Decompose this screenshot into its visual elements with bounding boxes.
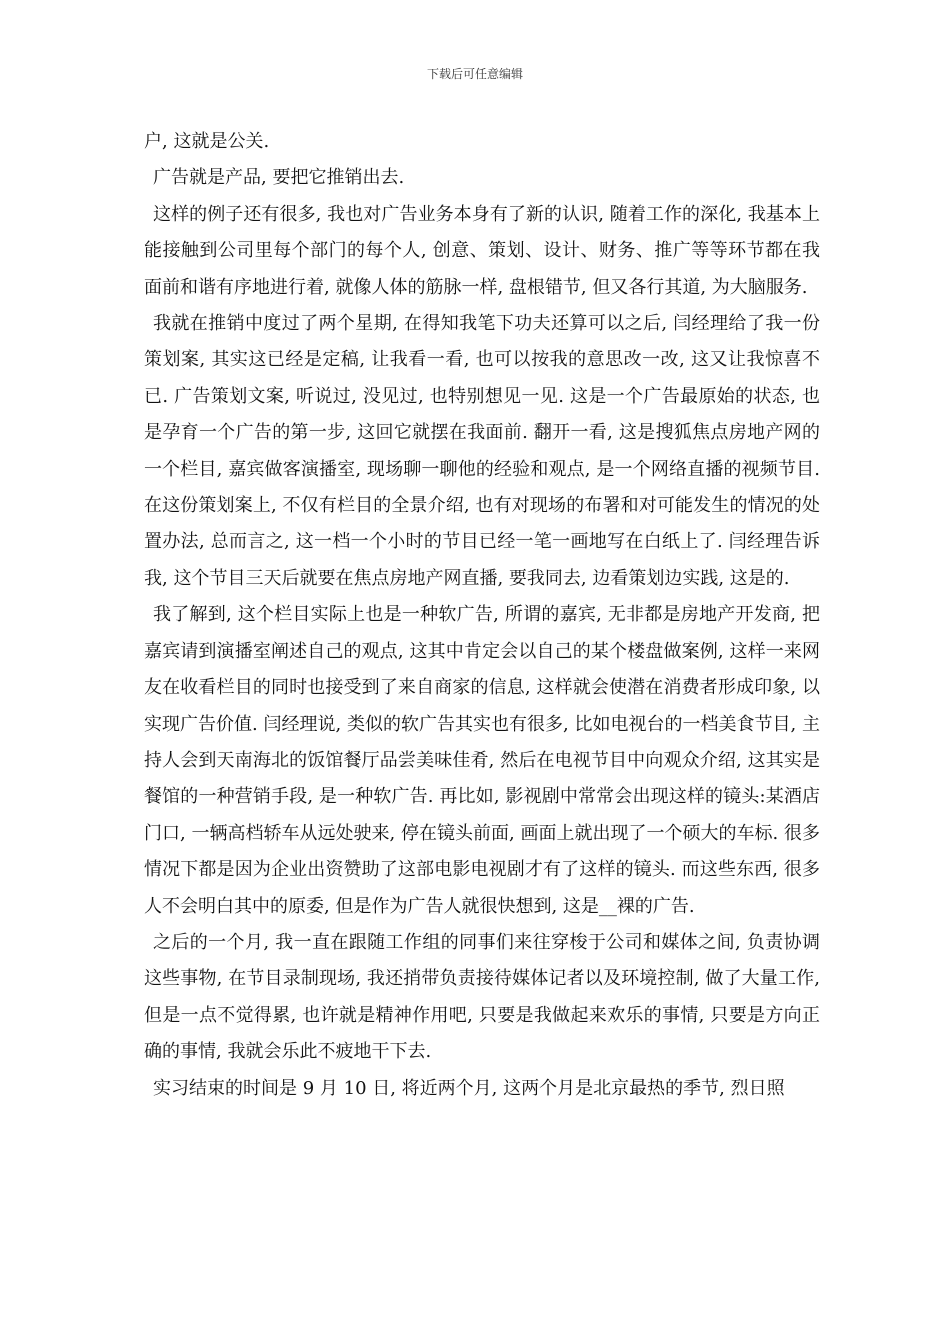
paragraph-5: 我了解到, 这个栏目实际上也是一种软广告, 所谓的嘉宾, 无非都是房地产开发商, 把嘉宾请到演播室阐述自己的观点, 这其中肯定会以自己的某个楼盘做案例, 这样一来网友在收看栏目的同时也接受到了来自商家的信息, 这样就会使潜在消费者形成印象, 以实现广告价值. 闫经理说, 类似的软广告其实也有很多, 比如电视台的一档美食节目, 主持人会到天南海北的饭馆餐厅品尝美味佳肴, 然后在电视节目中向观众介绍, 这其实是餐馆的一种营销手段, 是一种软广告. 再比如, 影视剧中常常会出现这样的镜头:某酒店门口, 一辆高档轿车从远处驶来, 停在镜头前面, 画面上就出现了一个硕大的车标. 很多情况下都是因为企业出资赞助了这部电影电视剧才有了这样的镜头. 而这些东西, 很多人不会明白其中的原委, 但是作为广告人就很快想到, 这是__裸的广告. [144,604,820,917]
paragraph-2: 广告就是产品, 要把它推销出去. [153,167,405,189]
page-header: 下载后可任意编辑 [426,67,523,81]
paragraph-1: 户, 这就是公关. [144,131,270,152]
paragraph-6: 之后的一个月, 我一直在跟随工作组的同事们来往穿梭于公司和媒体之间, 负责协调这些事物, 在节目录制现场, 我还捎带负责接待媒体记者以及环境控制, 做了大量工作, 但是一点不觉得累, 也许就是精神作用吧, 只要是我做起来欢乐的事情, 只要是方向正确的事情, 我就会乐此不疲地干下去. [144,931,820,1063]
paragraph-4: 我就在推销中度过了两个星期, 在得知我笔下功夫还算可以之后, 闫经理给了我一份策划案, 其实这已经是定稿, 让我看一看, 也可以按我的意思改一改, 这又让我惊喜不已. 广告策划文案, 听说过, 没见过, 也特别想见一见. 这是一个广告最原始的状态, 也是孕育一个广告的第一步, 这回它就摆在我面前. 翻开一看, 这是搜狐焦点房地产网的一个栏目, 嘉宾做客演播室, 现场聊一聊他的经验和观点, 是一个网络直播的视频节目. 在这份策划案上, 不仅有栏目的全景介绍, 也有对现场的布署和对可能发生的情况的处置办法, 总而言之, 这一档一个小时的节目已经一笔一画地写在白纸上了. 闫经理告诉我, 这个节目三天后就要在焦点房地产网直播, 要我同去, 边看策划边实践, 这是的. [144,313,820,589]
paragraph-3: 这样的例子还有很多, 我也对广告业务本身有了新的认识, 随着工作的深化, 我基本上能接触到公司里每个部门的每个人, 创意、策划、设计、财务、推广等等环节都在我面前和谐有序地进行着, 就像人体的筋脉一样, 盘根错节, 但又各行其道, 为大脑服务. [144,203,820,298]
paragraph-7: 实习结束的时间是 9 月 10 日, 将近两个月, 这两个月是北京最热的季节, 烈日照 [153,1077,785,1099]
document-body [144,124,820,1107]
